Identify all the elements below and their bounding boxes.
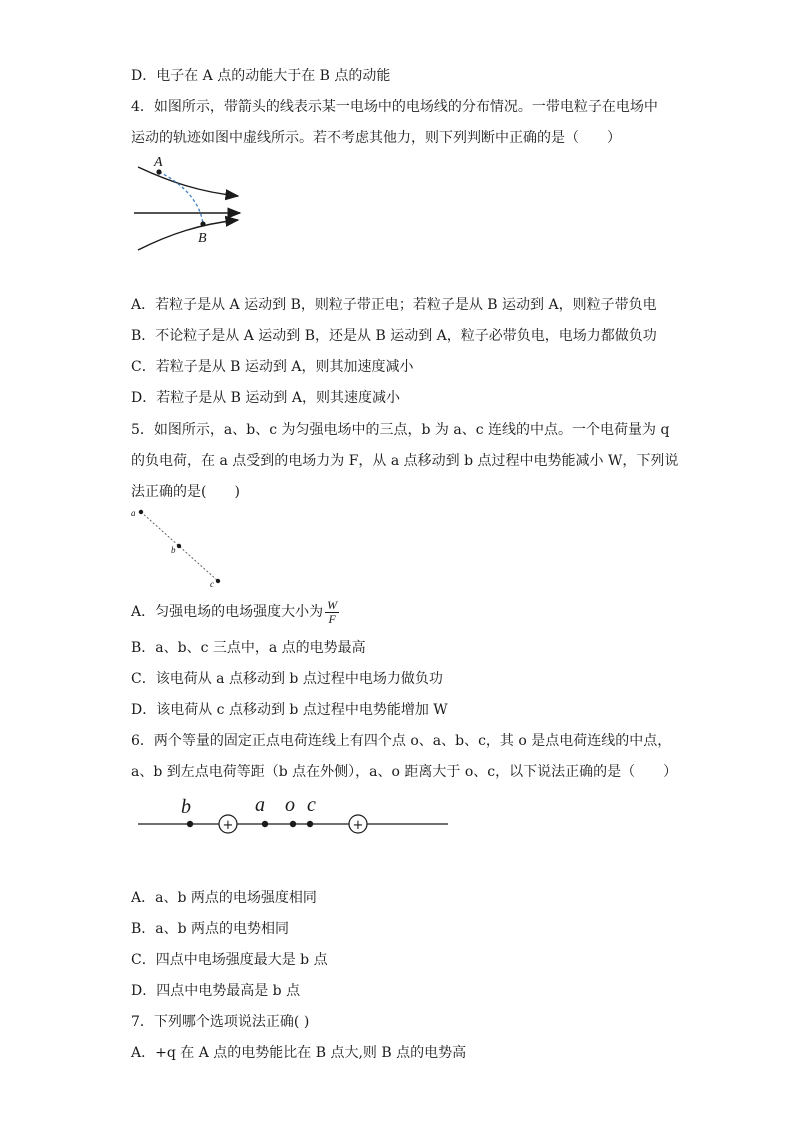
q4-option-c: C．若粒子是从 B 运动到 A，则其加速度减小 xyxy=(131,359,414,375)
point-b xyxy=(200,221,205,226)
fraction-denominator: F xyxy=(328,611,336,626)
q7-stem: 7．下列哪个选项说法正确( ) xyxy=(131,1014,310,1030)
q5-option-c: C．该电荷从 a 点移动到 b 点过程中电场力做负功 xyxy=(131,671,443,687)
left-charge-plus: + xyxy=(222,818,234,833)
label-a: a xyxy=(255,795,265,816)
q6-option-b: B．a、b 两点的电势相同 xyxy=(131,921,290,937)
label-c: c xyxy=(307,795,316,816)
q5-option-b: B．a、b、c 三点中，a 点的电势最高 xyxy=(131,640,366,656)
q4-stem-line-2: 运动的轨迹如图中虚线所示。若不考虑其他力，则下列判断中正确的是（ ） xyxy=(131,130,621,146)
q5-stem-line-1: 5．如图所示，a、b、c 为匀强电场中的三点，b 为 a、c 连线的中点。一个电荷量为 q xyxy=(131,422,670,438)
q6-stem-line-1: 6．两个等量的固定正点电荷连线上有四个点 o、a、b、c，其 o 是点电荷连线的中点， xyxy=(131,733,672,749)
point-c xyxy=(216,579,220,583)
q6-option-d: D．四点中电势最高是 b 点 xyxy=(131,983,301,999)
q5-option-a xyxy=(131,597,339,627)
q6-stem-line-2: a、b 到左点电荷等距（b 点在外侧），a、o 距离大于 o、c，以下说法正确的是（ ） xyxy=(131,764,678,780)
point-b xyxy=(187,821,193,827)
label-b: b xyxy=(181,796,191,818)
right-charge-plus: + xyxy=(352,818,364,833)
trajectory-dashed xyxy=(159,172,203,224)
label-a: a xyxy=(131,508,136,518)
field-line-top xyxy=(138,167,238,196)
fraction-numerator: W xyxy=(327,597,338,612)
point-b xyxy=(177,544,181,548)
q5-stem-line-3: 法正确的是( ) xyxy=(131,484,240,500)
q3-option-d: D．电子在 A 点的动能大于在 B 点的动能 xyxy=(131,68,391,84)
label-c: c xyxy=(210,579,214,588)
point-a xyxy=(262,821,268,827)
q4-stem-line-1: 4．如图所示，带箭头的线表示某一电场中的电场线的分布情况。一带电粒子在电场中 xyxy=(131,99,658,115)
label-b: b xyxy=(171,545,176,555)
q4-option-a: A．若粒子是从 A 运动到 B，则粒子带正电；若粒子是从 B 运动到 A，则粒子带负电 xyxy=(131,297,657,313)
label-a: A xyxy=(154,155,163,170)
fraction-w-over-f xyxy=(325,599,339,626)
q6-option-a: A．a、b 两点的电场强度相同 xyxy=(131,890,317,906)
point-a xyxy=(156,169,161,174)
q5-option-d: D．该电荷从 c 点移动到 b 点过程中电势能增加 W xyxy=(131,702,448,718)
q6-charges-figure xyxy=(136,795,456,845)
q4-option-b: B．不论粒子是从 A 运动到 B，还是从 B 运动到 A，粒子必带负电，电场力都做负功 xyxy=(131,328,657,344)
q4-option-d: D．若粒子是从 B 运动到 A，则其速度减小 xyxy=(131,390,400,406)
q6-option-c: C．四点中电场强度最大是 b 点 xyxy=(131,952,328,968)
q5-points-figure xyxy=(128,506,228,588)
q5-option-a-text: A．匀强电场的电场强度大小为 xyxy=(131,604,324,620)
q5-stem-line-2: 的负电荷，在 a 点受到的电场力为 F，从 a 点移动到 b 点过程中电势能减小 W，下列说 xyxy=(131,453,679,469)
point-c xyxy=(307,821,313,827)
q7-option-a: A．+q 在 A 点的电势能比在 B 点大,则 B 点的电势高 xyxy=(131,1045,467,1061)
point-a xyxy=(139,510,143,514)
field-line-bottom xyxy=(138,220,238,250)
point-o xyxy=(290,821,296,827)
q4-field-lines-figure xyxy=(130,152,260,252)
label-b: B xyxy=(198,231,207,246)
label-o: o xyxy=(285,795,295,816)
